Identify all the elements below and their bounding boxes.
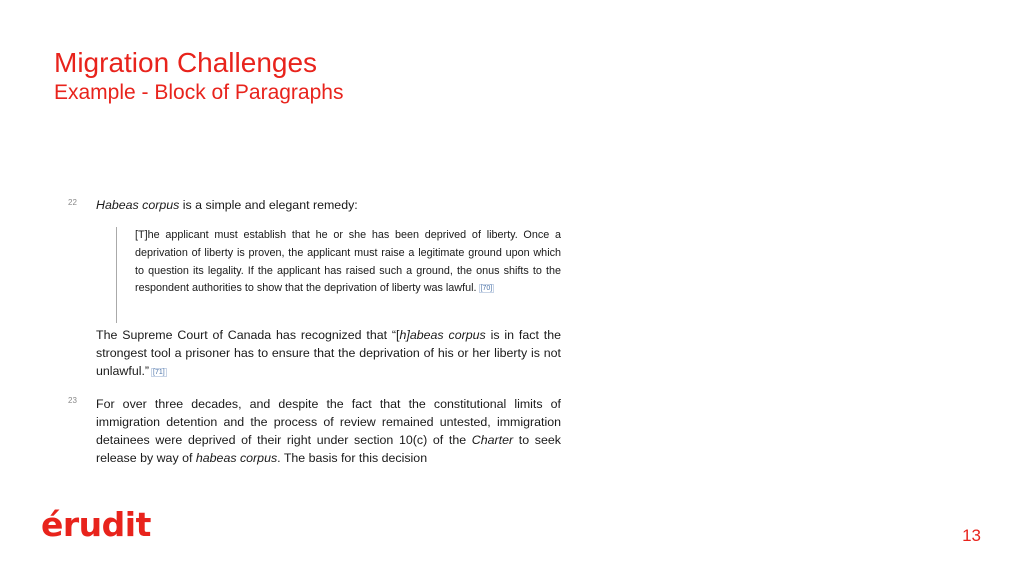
habeas-corpus-term: Habeas corpus bbox=[96, 198, 180, 212]
paragraph-23-text bbox=[96, 395, 561, 467]
habeas-corpus-term-2: habeas corpus bbox=[195, 451, 278, 465]
para23-text-mid: to seek release by way of bbox=[96, 433, 561, 465]
quote-text: [T]he applicant must establish that he or she has been deprived of liberty. Once a deprivation of liberty is proven, the applicant must raise a legitimate ground upon which to question its legality. If the applicant has raised such a ground, the onus shifts to the respondent authorities to show that the deprivation of liberty was lawful. bbox=[135, 229, 561, 295]
footnote-71-link[interactable]: [71] bbox=[153, 369, 165, 376]
footnote-70-link[interactable]: [70] bbox=[480, 285, 493, 293]
followup-h: h bbox=[399, 328, 407, 342]
paragraph-number-23: 23 bbox=[68, 396, 77, 405]
para23-text-end: . The basis for this decision bbox=[277, 451, 428, 465]
paragraph-22-followup bbox=[96, 326, 561, 382]
followup-text-rest: is in fact the strongest tool a prisoner has to ensure that the deprivation of his or her liberty is not unlawful.” bbox=[96, 328, 561, 378]
slide-title: Migration Challenges bbox=[54, 47, 318, 78]
paragraph-22-intro bbox=[96, 196, 561, 214]
para23-text-start: For over three decades, and despite the fact that the constitutional limits of immigration detention and the process of review remained untested, immigration detainees were deprived of their right under section 10(c) of the bbox=[96, 397, 561, 447]
followup-text-start: The Supreme Court of Canada has recognized that “[ bbox=[96, 328, 400, 342]
paragraph-number-22: 22 bbox=[68, 198, 77, 207]
erudit-logo: érudit bbox=[41, 505, 151, 544]
page-number: 13 bbox=[962, 526, 981, 545]
intro-text: is a simple and elegant remedy: bbox=[179, 198, 358, 212]
charter-term: Charter bbox=[471, 433, 514, 447]
followup-habeas: ]abeas corpus bbox=[406, 328, 486, 342]
block-quote bbox=[116, 227, 561, 323]
slide-subtitle: Example - Block of Paragraphs bbox=[54, 81, 344, 104]
